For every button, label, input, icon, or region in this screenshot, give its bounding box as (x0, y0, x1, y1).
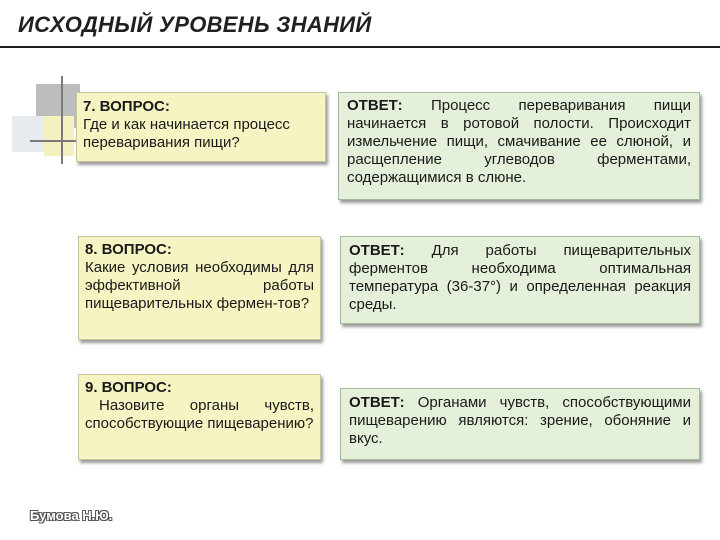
decorative-line-horizontal (30, 140, 82, 142)
question-text: Назовите органы чувств, способствующие пищеварению? (85, 397, 314, 432)
answer-label: ОТВЕТ: (349, 242, 432, 259)
answer-box-8 (340, 236, 700, 324)
question-box-8 (78, 236, 321, 340)
answer-box-9 (340, 388, 700, 460)
decorative-square-yellow (44, 116, 74, 156)
question-box-9 (78, 374, 321, 460)
decorative-line-vertical (61, 76, 63, 164)
question-text: Какие условия необходимы для эффективной работы пищеварительных фермен-тов? (85, 259, 314, 312)
question-box-7 (76, 92, 326, 162)
author-signature: Бумова Н.Ю. (30, 508, 113, 523)
answer-label: ОТВЕТ: (347, 97, 431, 114)
question-label: 9. ВОПРОС: (85, 379, 172, 396)
title-divider (0, 46, 720, 48)
answer-box-7 (338, 92, 700, 200)
answer-text: Органами чувств, способствующими пищеварению являются: зрение, обоняние и вкус. (349, 394, 691, 447)
question-text: Где и как начинается процесс переваривания пищи? (83, 116, 290, 151)
answer-text: Процесс переваривания пищи начинается в ротовой полости. Происходит измельчение пищи, смачивание ее слюной, и расщепление углеводов ферментами, содержащимися в слюне. (347, 97, 691, 186)
answer-text: Для работы пищеварительных ферментов необходима оптимальная температура (36-37°) и определенная реакция среды. (349, 242, 691, 313)
page-title: ИСХОДНЫЙ УРОВЕНЬ ЗНАНИЙ (18, 12, 372, 37)
question-label: 7. ВОПРОС: (83, 98, 170, 115)
answer-label: ОТВЕТ: (349, 394, 418, 411)
question-label: 8. ВОПРОС: (85, 241, 172, 258)
